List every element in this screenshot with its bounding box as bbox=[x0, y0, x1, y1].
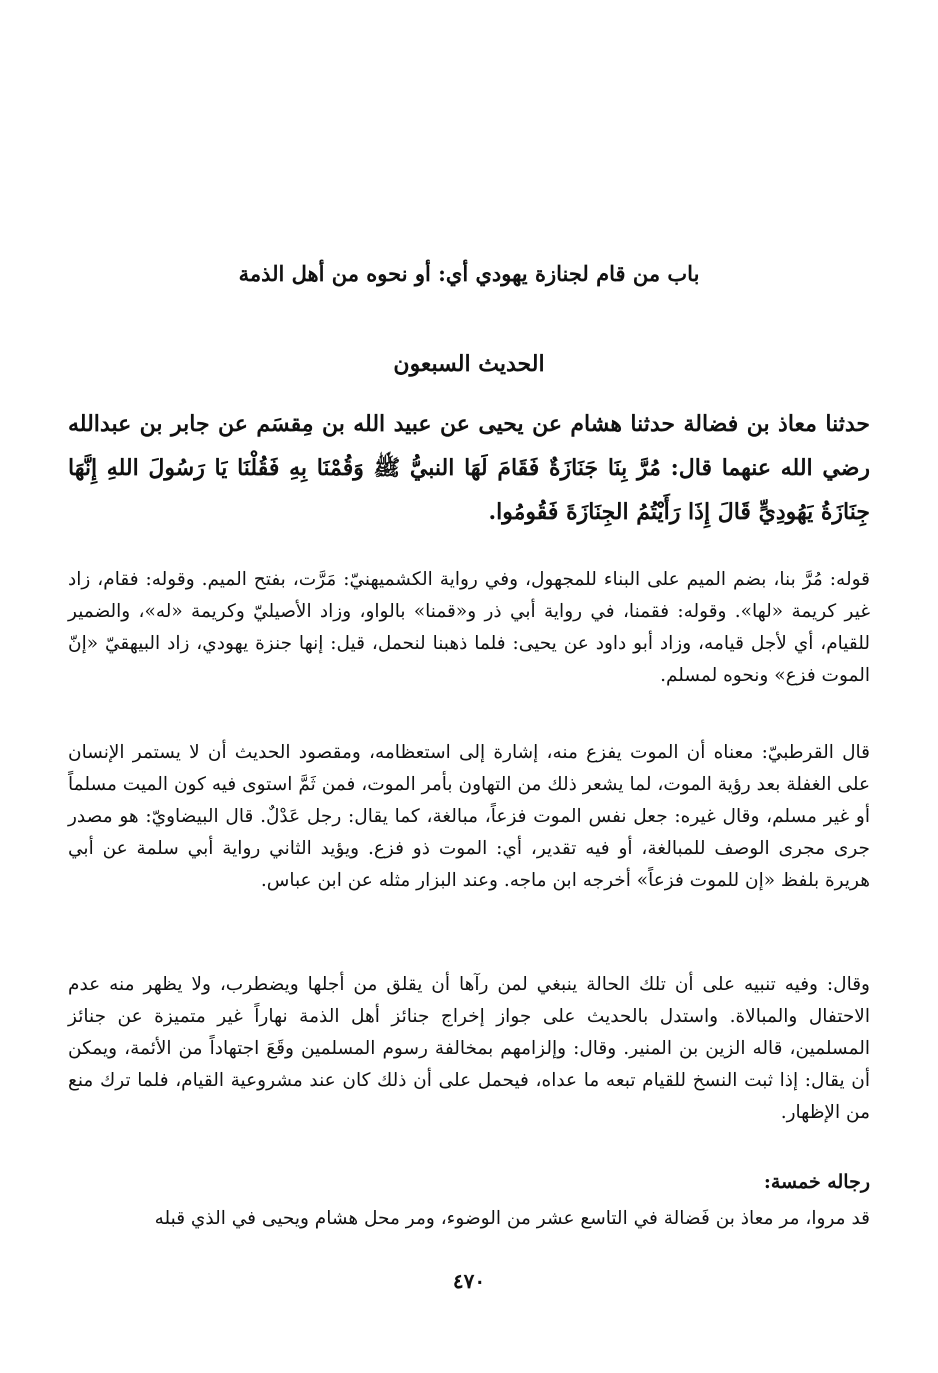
page-number: ٤٧٠ bbox=[452, 1269, 486, 1293]
chapter-title: باب من قام لجنازة يهودي أي: أو نحوه من أهل الذمة bbox=[238, 261, 700, 286]
document-page bbox=[68, 0, 870, 1373]
hadith-matn: حدثنا معاذ بن فضالة حدثنا هشام عن يحيى عن عبيد الله بن مِقسَم عن جابر بن عبدالله رضي الله عنهما قال: مُرَّ بِنَا جَنَازَةٌ فَقَامَ لَهَا النبيُّ ﷺ وَقُمْنَا بِهِ فَقُلْنَا يَا رَسُولَ اللهِ إِنَّهَا جِنَازَةُ يَهُودِيٍّ قَالَ إِذَا رَأَيْتُمُ الجِنَازَةَ فَقُومُوا. bbox=[68, 411, 870, 525]
rijal-paragraph: قد مروا، مر معاذ بن فَضالة في التاسع عشر من الوضوء، ومر محل هشام ويحيى في الذي قبله bbox=[154, 1208, 870, 1229]
rijal-heading: رجاله خمسة: bbox=[763, 1171, 870, 1193]
commentary-paragraph-3: وقال: وفيه تنبيه على أن تلك الحالة ينبغي لمن رآها أن يقلق من أجلها ويضطرب، ولا يظهر منه عدم الاحتفال والمبالاة. واستدل بالحديث على جواز إخراج جنائز أهل الذمة نهاراً غير متميزة عن جنائز المسلمين، قاله الزين بن المنير. وقال: وإلزامهم بمخالفة رسوم المسلمين وقَعَ اجتهاداً من الأئمة، ويمكن أن يقال: إذا ثبت النسخ للقيام تبعه ما عداه، فيحمل على أن ذلك كان عند مشروعية القيام، فلما ترك منع من الإظهار. bbox=[68, 974, 870, 1123]
hadith-title: الحديث السبعون bbox=[393, 351, 545, 377]
commentary-paragraph-2: قال القرطبيّ: معناه أن الموت يفزع منه، إشارة إلى استعظامه، ومقصود الحديث أن لا يستمر الإنسان على الغفلة بعد رؤية الموت، لما يشعر ذلك من التهاون بأمر الموت، فمن ثَمَّ استوى فيه كون الميت مسلماً أو غير مسلم، وقال غيره: جعل نفس الموت فزعاً، مبالغة، كما يقال: رجل عَدْلٌ. قال البيضاويّ: هو مصدر جرى مجرى الوصف للمبالغة، أو فيه تقدير، أي: الموت ذو فزع. ويؤيد الثاني رواية أبي سلمة عن أبي هريرة بلفظ «إن للموت فزعاً» أخرجه ابن ماجه. وعند البزار مثله عن ابن عباس. bbox=[68, 742, 870, 891]
commentary-paragraph-1: قوله: مُرَّ بنا، بضم الميم على البناء للمجهول، وفي رواية الكشميهنيّ: مَرَّت، بفتح الميم. وقوله: فقام، زاد غير كريمة «لها». وقوله: فقمنا، في رواية أبي ذر و«قمنا» بالواو، وزاد الأصيليّ وكريمة «له»، والضمير للقيام، أي لأجل قيامه، وزاد أبو داود عن يحيى: فلما ذهبنا لنحمل، قيل: إنها جنزة يهودي، زاد البيهقيّ «إنّ الموت فزع» ونحوه لمسلم. bbox=[68, 569, 870, 686]
